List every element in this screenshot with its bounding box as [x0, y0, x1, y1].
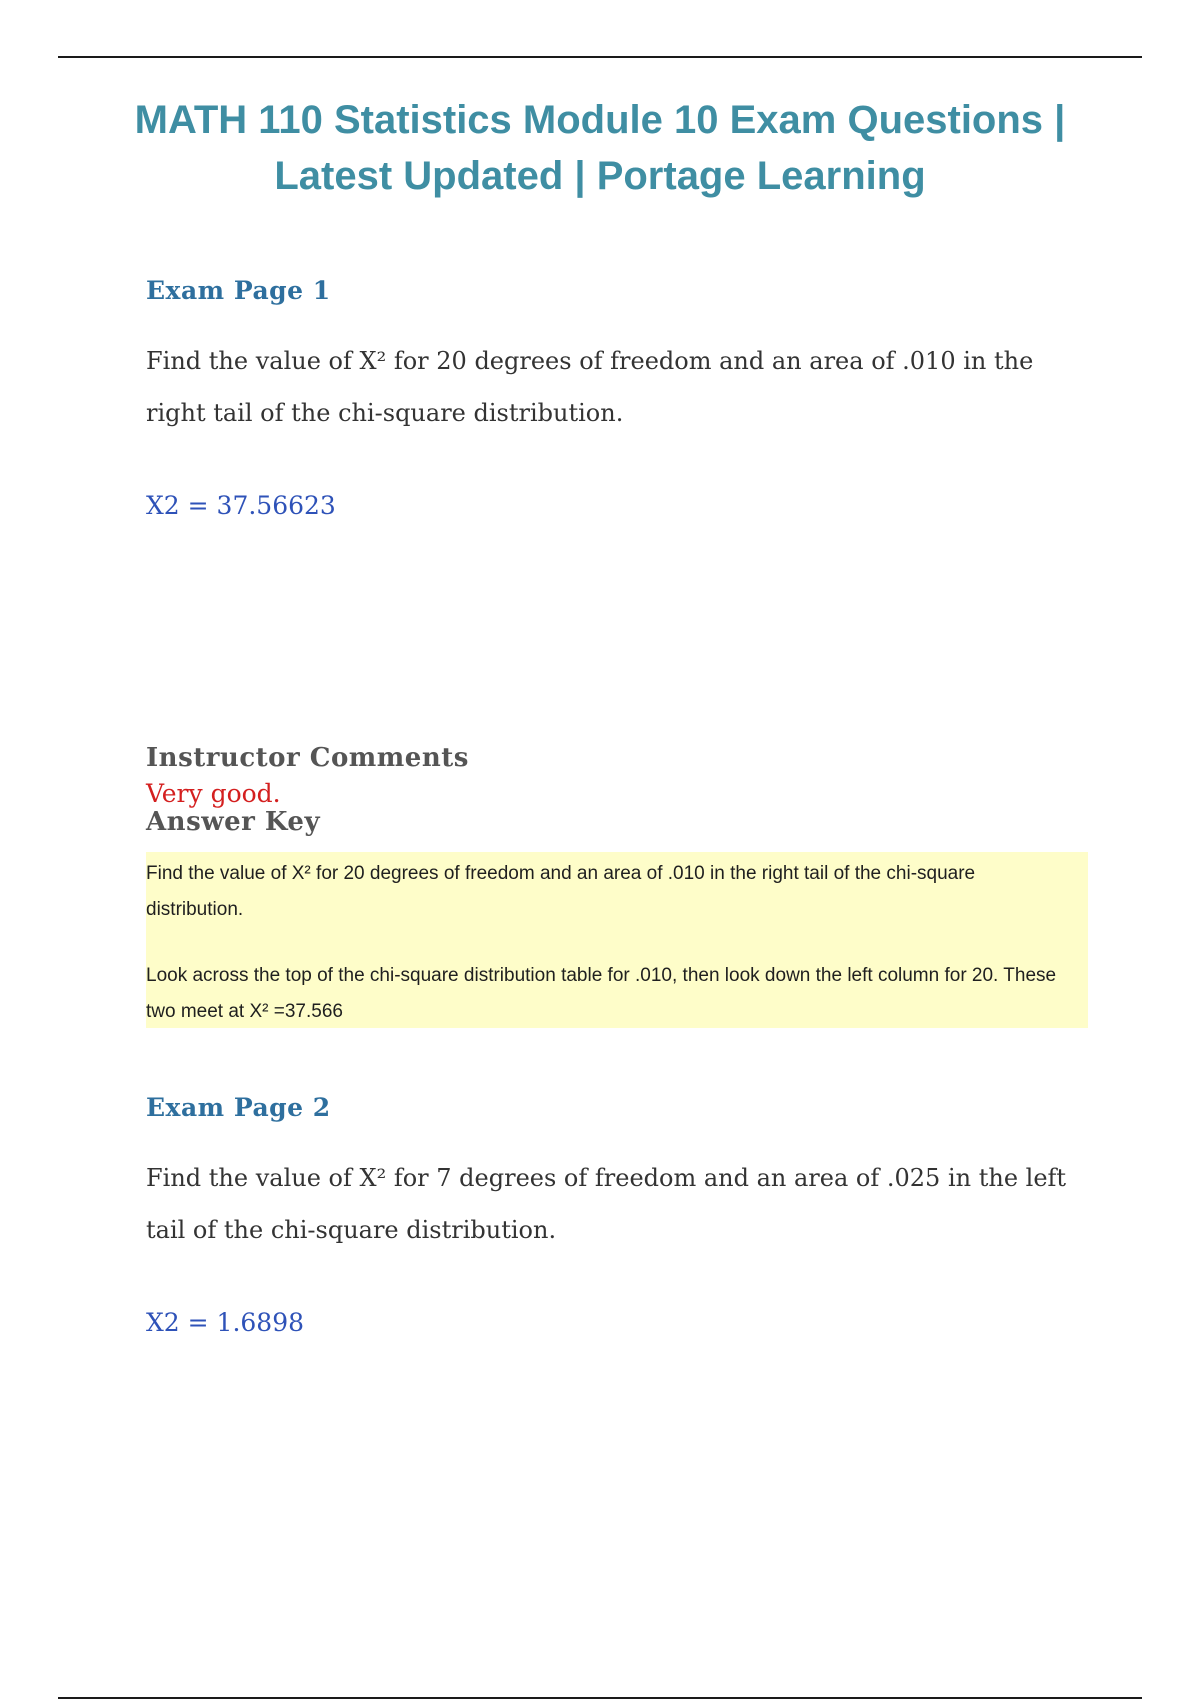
exam-page-1-question: Find the value of X² for 20 degrees of freedom and an area of .010 in the right tail of the chi-square distribution. [146, 347, 1034, 427]
answer-key-explanation: Look across the top of the chi-square distribution table for .010, then look down the left column for 20. These two meet at X² =37.566 [146, 965, 1057, 1022]
top-rule [58, 56, 1142, 58]
answer-key-question: Find the value of X² for 20 degrees of freedom and an area of .010 in the right tail of the chi-square distribution. [146, 863, 976, 920]
answer-key-label: Answer Key [146, 807, 321, 837]
exam-page-2-question: Find the value of X² for 7 degrees of freedom and an area of .025 in the left tail of the chi-square distribution. [146, 1164, 1067, 1244]
exam-page-2-answer: X2 = 1.6898 [146, 1308, 305, 1337]
instructor-comments-label: Instructor Comments [146, 743, 469, 773]
document-title-line-2: Latest Updated | Portage Learning [274, 154, 926, 198]
document-title-line-1: MATH 110 Statistics Module 10 Exam Questions | [134, 98, 1066, 142]
answer-key-box [146, 852, 1088, 1028]
instructor-comment: Very good. [146, 779, 281, 808]
exam-page-1-heading: Exam Page 1 [146, 276, 331, 305]
document-title [58, 92, 1142, 204]
bottom-rule [58, 1697, 1142, 1699]
exam-page-2-heading: Exam Page 2 [146, 1093, 331, 1122]
exam-page-1-answer: X2 = 37.56623 [146, 491, 336, 520]
